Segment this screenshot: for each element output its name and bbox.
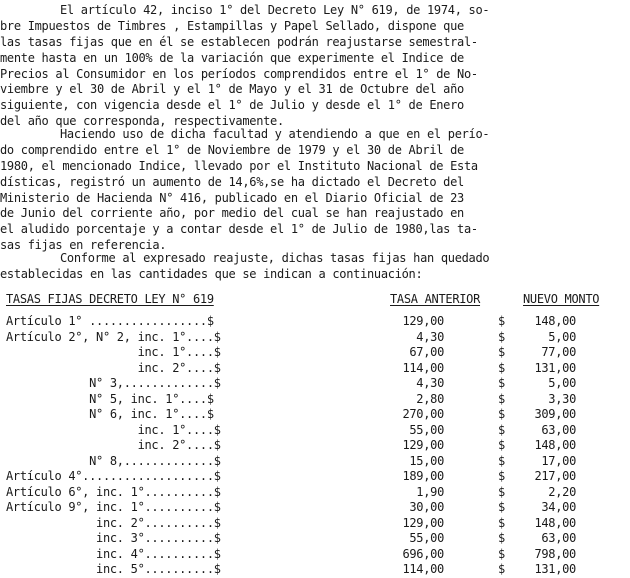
tasa-anterior-value: 15,00 — [409, 453, 444, 468]
tasa-anterior-value: 696,00 — [402, 546, 444, 561]
row-label: N° 8,.............$ — [6, 453, 221, 468]
text-line: el aludido porcentaje y a contar desde el 1° de Julio de 1980,las ta- — [0, 222, 478, 237]
currency-sign: $ — [498, 562, 505, 576]
table-row — [0, 314, 630, 330]
currency-sign: $ — [498, 546, 505, 561]
table-row — [0, 392, 630, 408]
table-row — [0, 454, 630, 470]
currency-sign: $ — [498, 438, 505, 452]
currency-sign: $ — [498, 531, 505, 545]
row-label: N° 3,.............$ — [6, 376, 221, 390]
text-line: viembre y el 30 de Abril y el 1° de Mayo y el 31 de Octubre del año — [0, 82, 464, 97]
row-label: inc. 2°....$ — [6, 360, 221, 375]
currency-sign: $ — [498, 469, 505, 483]
text-line: mente hasta en un 100% de la variación que experimente el Indice de — [0, 50, 464, 65]
currency-sign: $ — [498, 407, 505, 421]
nuevo-monto-value: 5,00 — [548, 329, 576, 344]
text-line: Haciendo uso de dicha facultad y atendiendo a que en el perío- — [60, 127, 490, 141]
header-old: TASA ANTERIOR — [390, 292, 481, 306]
nuevo-monto-value: 309,00 — [534, 407, 576, 421]
table-row — [0, 516, 630, 532]
table-row — [0, 438, 630, 454]
table-row — [0, 330, 630, 346]
table-row — [0, 469, 630, 485]
nuevo-monto-value: 63,00 — [541, 422, 576, 437]
row-label: inc. 5°..........$ — [6, 562, 221, 576]
text-line: Precios al Consumidor en los períodos comprendidos entre el 1° de No- — [0, 66, 478, 81]
tasa-anterior-value: 189,00 — [402, 469, 444, 483]
currency-sign: $ — [498, 453, 505, 468]
row-label: inc. 1°....$ — [6, 422, 221, 437]
tasa-anterior-value: 114,00 — [402, 360, 444, 375]
text-line: las tasas fijas que en él se establecen podrán reajustarse semestral- — [0, 34, 478, 49]
nuevo-monto-value: 2,20 — [548, 484, 576, 499]
table-row — [0, 531, 630, 547]
text-line: El artículo 42, inciso 1° del Decreto Ley N° 619, de 1974, so- — [60, 3, 490, 17]
nuevo-monto-value: 217,00 — [534, 469, 576, 483]
row-label: Artículo 2°, N° 2, inc. 1°....$ — [6, 329, 221, 344]
tasa-anterior-value: 114,00 — [402, 562, 444, 576]
table-row — [0, 562, 630, 578]
table-row — [0, 361, 630, 377]
paragraph-2 — [0, 127, 630, 254]
tasa-anterior-value: 67,00 — [409, 345, 444, 359]
nuevo-monto-value: 5,00 — [548, 376, 576, 390]
nuevo-monto-value: 17,00 — [541, 453, 576, 468]
text-line: Ministerio de Hacienda N° 416, publicado en el Diario Oficial de 23 — [0, 190, 464, 205]
nuevo-monto-value: 148,00 — [534, 515, 576, 530]
currency-sign: $ — [498, 329, 505, 344]
text-line: dísticas, registró un aumento de 14,6%,se ha dictado el Decreto del — [0, 174, 464, 189]
header-new: NUEVO MONTO — [523, 292, 600, 306]
header-label: TASAS FIJAS DECRETO LEY N° 619 — [6, 292, 214, 306]
tasa-anterior-value: 1,90 — [416, 484, 444, 499]
nuevo-monto-value: 148,00 — [534, 438, 576, 452]
tasa-anterior-value: 55,00 — [409, 422, 444, 437]
text-line: 1980, el mencionado Indice, llevado por el Instituto Nacional de Esta — [0, 158, 478, 173]
row-label: Artículo 6°, inc. 1°..........$ — [6, 484, 221, 499]
text-line: Conforme al expresado reajuste, dichas tasas fijas han quedado — [60, 251, 490, 265]
tasa-anterior-value: 2,80 — [416, 391, 444, 406]
row-label: N° 5, inc. 1°....$ — [6, 391, 214, 406]
text-line: do comprendido entre el 1° de Noviembre de 1979 y el 30 de Abril de — [0, 142, 464, 157]
table-row — [0, 345, 630, 361]
currency-sign: $ — [498, 422, 505, 437]
row-label: inc. 3°..........$ — [6, 531, 221, 545]
nuevo-monto-value: 131,00 — [534, 360, 576, 375]
currency-sign: $ — [498, 484, 505, 499]
currency-sign: $ — [498, 314, 505, 328]
row-label: Artículo 9°, inc. 1°..........$ — [6, 500, 221, 514]
row-label: inc. 4°..........$ — [6, 546, 221, 561]
nuevo-monto-value: 3,30 — [548, 391, 576, 406]
currency-sign: $ — [498, 515, 505, 530]
tasa-anterior-value: 4,30 — [416, 329, 444, 344]
row-label: Artículo 4°...................$ — [6, 469, 221, 483]
nuevo-monto-value: 798,00 — [534, 546, 576, 561]
tasa-anterior-value: 55,00 — [409, 531, 444, 545]
table-body — [0, 314, 630, 578]
text-line: establecidas en las cantidades que se indican a continuación: — [0, 266, 423, 281]
nuevo-monto-value: 77,00 — [541, 345, 576, 359]
currency-sign: $ — [498, 500, 505, 514]
currency-sign: $ — [498, 391, 505, 406]
row-label: inc. 2°..........$ — [6, 515, 221, 530]
tasa-anterior-value: 129,00 — [402, 515, 444, 530]
text-line: siguiente, con vigencia desde el 1° de Julio y desde el 1° de Enero — [0, 98, 464, 113]
tasa-anterior-value: 129,00 — [402, 438, 444, 452]
nuevo-monto-value: 34,00 — [541, 500, 576, 514]
text-line: de Junio del corriente año, por medio del cual se han reajustado en — [0, 206, 464, 221]
row-label: inc. 1°....$ — [6, 345, 221, 359]
row-label: N° 6, inc. 1°....$ — [6, 407, 214, 421]
table-row — [0, 500, 630, 516]
tasa-anterior-value: 270,00 — [402, 407, 444, 421]
table-row — [0, 423, 630, 439]
nuevo-monto-value: 148,00 — [534, 314, 576, 328]
table-row — [0, 547, 630, 563]
table-row — [0, 485, 630, 501]
text-line: del año que corresponda, respectivamente. — [0, 114, 284, 129]
text-line: sas fijas en referencia. — [0, 238, 167, 253]
table-header — [0, 291, 630, 307]
tasa-anterior-value: 30,00 — [409, 500, 444, 514]
currency-sign: $ — [498, 376, 505, 390]
text-line: bre Impuestos de Timbres , Estampillas y Papel Sellado, dispone que — [0, 18, 464, 33]
nuevo-monto-value: 63,00 — [541, 531, 576, 545]
table-row — [0, 407, 630, 423]
table-row — [0, 376, 630, 392]
currency-sign: $ — [498, 360, 505, 375]
row-label: inc. 2°....$ — [6, 438, 221, 452]
row-label: Artículo 1° .................$ — [6, 314, 214, 328]
tasa-anterior-value: 129,00 — [402, 314, 444, 328]
tasa-anterior-value: 4,30 — [416, 376, 444, 390]
paragraph-1 — [0, 3, 630, 130]
currency-sign: $ — [498, 345, 505, 359]
nuevo-monto-value: 131,00 — [534, 562, 576, 576]
paragraph-3 — [0, 251, 630, 283]
